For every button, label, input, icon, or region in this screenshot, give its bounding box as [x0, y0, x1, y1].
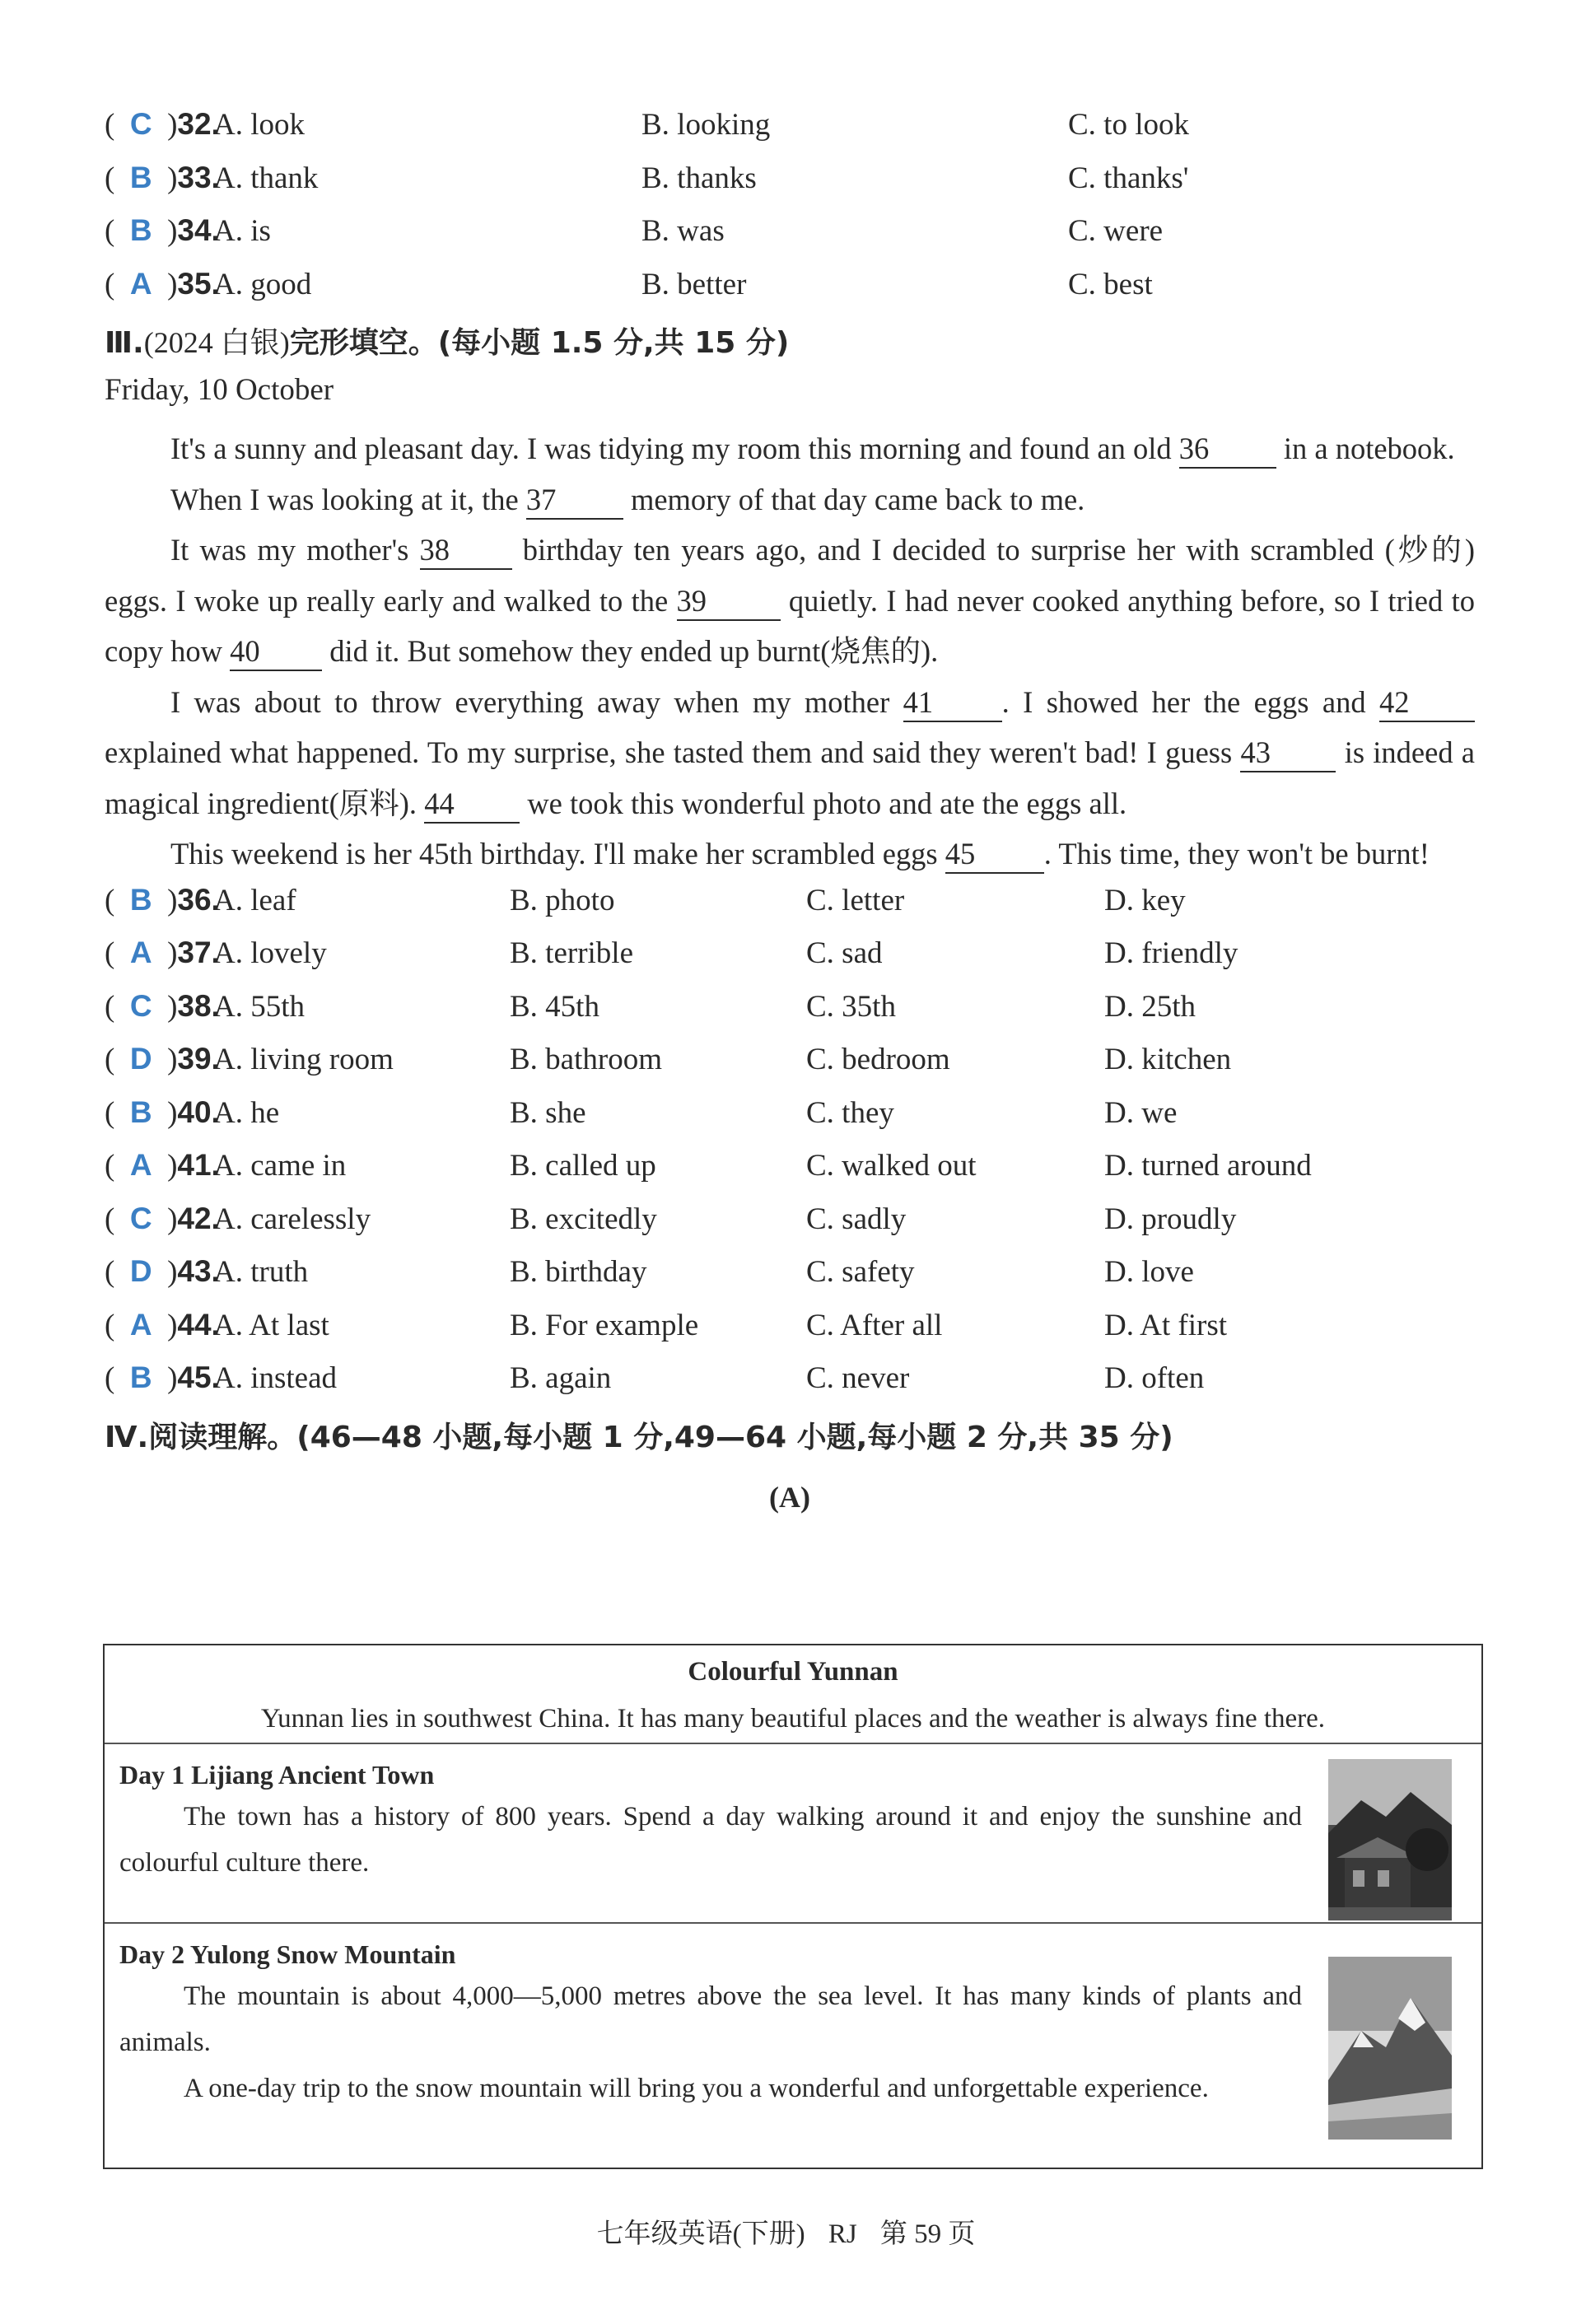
question-row: ( B )33. A. thank B. thanks C. thanks'	[105, 160, 1189, 195]
mountain-photo	[1328, 1957, 1452, 2140]
option-b: B. birthday	[510, 1255, 647, 1289]
page-content	[105, 107, 1475, 1528]
paragraph-3: It was my mother's 38 birthday ten years ago, and I decided to surprise her with scrambled (炒的) eggs. I woke up really early and walked to the 39 quietly. I had never cooked anything before, so I tried to copy how 40 did it. But somehow they ended up burnt(烧焦的).	[105, 525, 1475, 677]
question-number: 37.	[177, 936, 220, 969]
option-b: B. terrible	[510, 936, 634, 970]
option-a: A. At last	[213, 1308, 329, 1342]
question-number: 42.	[177, 1201, 220, 1235]
question-row: ( A )44. A. At last B. For example C. After all D. At first	[105, 1307, 1228, 1342]
question-number: 43.	[177, 1254, 220, 1288]
option-d: D. key	[1104, 883, 1186, 917]
footer-page-number: 第 59 页	[879, 2219, 976, 2249]
option-d: D. 25th	[1104, 989, 1196, 1024]
paragraph-1: It's a sunny and pleasant day. I was tidying my room this morning and found an old 36 in a notebook.	[105, 423, 1475, 474]
option-b: B. For example	[510, 1308, 699, 1342]
blank-45: 45	[945, 836, 1044, 874]
option-c: C. letter	[806, 883, 905, 917]
question-row: ( B )45. A. instead B. again C. never D. often	[105, 1360, 1205, 1395]
answer-letter: B	[129, 882, 152, 917]
option-a: A. instead	[213, 1361, 338, 1395]
option-a: A. 55th	[213, 989, 305, 1024]
option-a: A. good	[213, 267, 312, 301]
reading-text-box	[103, 1644, 1483, 2169]
option-b: B. better	[641, 267, 747, 301]
blank-41: 41	[903, 684, 1002, 722]
option-c: C. safety	[806, 1255, 915, 1289]
option-c: C. sad	[806, 936, 883, 970]
option-d: D. friendly	[1104, 936, 1238, 970]
option-c: C. to look	[1068, 108, 1189, 142]
day-2-title: Day 2 Yulong Snow Mountain	[119, 1939, 456, 1969]
option-b: B. was	[641, 214, 725, 248]
blank-43: 43	[1240, 735, 1336, 772]
blank-44: 44	[424, 786, 520, 824]
question-row: ( A )35. A. good B. better C. best	[105, 266, 1153, 301]
option-b: B. again	[510, 1361, 612, 1395]
option-a: A. he	[213, 1095, 280, 1130]
option-a: A. truth	[213, 1255, 309, 1289]
section-title: 阅读理解。(46—48 小题,每小题 1 分,49—64 小题,每小题 2 分,共 35 分)	[148, 1420, 1173, 1454]
answer-letter: D	[129, 1042, 152, 1076]
option-a: A. carelessly	[213, 1202, 371, 1236]
option-b: B. called up	[510, 1149, 656, 1183]
option-c: C. walked out	[806, 1149, 977, 1183]
blank-39: 39	[677, 583, 781, 621]
question-number: 39.	[177, 1042, 220, 1076]
ad-day-2	[105, 1924, 1481, 2168]
option-c: C. best	[1068, 267, 1153, 301]
option-d: D. often	[1104, 1361, 1205, 1395]
option-b: B. photo	[510, 883, 615, 917]
paragraph-5: This weekend is her 45th birthday. I'll make her scrambled eggs 45 . This time, they won't be burnt!	[105, 828, 1475, 880]
question-row: ( B )40. A. he B. she C. they D. we	[105, 1094, 1178, 1130]
option-c: C. thanks'	[1068, 161, 1189, 195]
option-d: D. kitchen	[1104, 1043, 1232, 1076]
blank-40: 40	[230, 633, 322, 671]
ad-header	[105, 1645, 1481, 1744]
question-number: 40.	[177, 1094, 220, 1129]
question-row: ( B )36. A. leaf B. photo C. letter D. key	[105, 882, 1186, 917]
ad-intro: Yunnan lies in southwest China. It has many beautiful places and the weather is always fine there.	[260, 1704, 1326, 1734]
ad-title: Colourful Yunnan	[688, 1657, 898, 1687]
option-d: D. love	[1104, 1255, 1194, 1289]
option-c: C. 35th	[806, 989, 896, 1024]
town-photo	[1328, 1759, 1452, 1920]
question-number: 35.	[177, 266, 220, 301]
footer-book: 七年级英语(下册)	[596, 2219, 805, 2249]
answer-letter: B	[129, 160, 152, 194]
day-1-title: Day 1 Lijiang Ancient Town	[119, 1760, 435, 1790]
answer-letter: B	[129, 1094, 152, 1129]
question-number: 44.	[177, 1307, 220, 1342]
answer-letter: A	[129, 1307, 152, 1342]
option-c: C. they	[806, 1095, 894, 1130]
ad-day-1	[105, 1744, 1481, 1924]
option-c: C. were	[1068, 214, 1164, 248]
question-number: 34.	[177, 213, 220, 247]
option-d: D. proudly	[1104, 1202, 1237, 1236]
option-a: A. living room	[213, 1043, 394, 1076]
reading-part-label: (A)	[769, 1480, 810, 1514]
answer-letter: B	[129, 213, 152, 247]
option-a: A. leaf	[213, 883, 296, 917]
paragraph-4: I was about to throw everything away when my mother 41 . I showed her the eggs and 42 explained what happened. To my surprise, she tasted them and said they weren't bad! I guess 43 is indeed a magical ingredient(原料). 44 we took this wonderful photo and ate the eggs all.	[105, 677, 1475, 829]
answer-letter: A	[129, 1148, 152, 1182]
blank-38: 38	[420, 532, 512, 570]
section-source: (2024 白银)	[143, 326, 290, 359]
answer-letter: C	[129, 988, 152, 1023]
option-a: A. is	[213, 214, 271, 248]
option-a: A. thank	[213, 161, 319, 195]
option-c: C. bedroom	[806, 1043, 950, 1076]
question-group-36-45	[105, 883, 1475, 1414]
question-number: 36.	[177, 882, 220, 917]
question-row: ( B )34. A. is B. was C. were	[105, 213, 1164, 248]
option-b: B. 45th	[510, 989, 599, 1024]
section-4-heading	[105, 1414, 1475, 1467]
option-c: C. never	[806, 1361, 910, 1395]
question-row: ( D )39. A. living room B. bathroom C. bedroom D. kitchen	[105, 1042, 1232, 1076]
section-numeral: Ⅳ.	[105, 1420, 149, 1454]
section-3-heading	[105, 320, 1475, 372]
answer-letter: D	[129, 1254, 152, 1288]
question-number: 45.	[177, 1360, 220, 1394]
section-numeral: Ⅲ.	[105, 326, 144, 360]
question-row: ( C )38. A. 55th B. 45th C. 35th D. 25th	[105, 988, 1196, 1024]
question-row: ( A )41. A. came in B. called up C. walked out D. turned around	[105, 1148, 1312, 1183]
blank-42: 42	[1379, 684, 1475, 722]
option-c: C. After all	[806, 1308, 943, 1342]
option-b: B. she	[510, 1095, 586, 1130]
day-1-text: The town has a history of 800 years. Spend a day walking around it and enjoy the sunshine and colourful culture there.	[119, 1802, 1302, 1878]
option-c: C. sadly	[806, 1202, 907, 1236]
option-a: A. came in	[213, 1149, 347, 1183]
blank-36: 36	[1179, 431, 1276, 469]
question-row: ( A )37. A. lovely B. terrible C. sad D. friendly	[105, 936, 1238, 970]
option-a: A. look	[213, 108, 305, 142]
answer-letter: A	[129, 936, 152, 969]
question-number: 38.	[177, 988, 220, 1023]
option-b: B. bathroom	[510, 1043, 662, 1076]
passage-date: Friday, 10 October	[105, 373, 334, 407]
answer-letter: B	[129, 1360, 152, 1394]
question-row: ( C )42. A. carelessly B. excitedly C. sadly D. proudly	[105, 1201, 1237, 1236]
answer-letter: C	[129, 1201, 152, 1235]
paragraph-2: When I was looking at it, the 37 memory of that day came back to me.	[105, 474, 1475, 525]
option-b: B. thanks	[641, 161, 757, 195]
blank-37: 37	[526, 482, 623, 520]
footer-edition: RJ	[828, 2219, 857, 2249]
day-2-text-1: The mountain is about 4,000—5,000 metres above the sea level. It has many kinds of plants and animals.	[119, 1981, 1302, 2057]
question-row: ( C )32. A. look B. looking C. to look	[105, 107, 1189, 142]
question-number: 41.	[177, 1148, 220, 1182]
option-d: D. At first	[1104, 1308, 1228, 1342]
option-b: B. looking	[641, 108, 771, 142]
option-a: A. lovely	[213, 936, 327, 970]
question-row: ( D )43. A. truth B. birthday C. safety D. love	[105, 1254, 1194, 1289]
page-footer	[0, 2212, 1572, 2251]
day-2-text-2: A one-day trip to the snow mountain will bring you a wonderful and unforgettable experience.	[184, 2074, 1209, 2103]
option-d: D. turned around	[1104, 1149, 1312, 1183]
section-title: 完形填空。(每小题 1.5 分,共 15 分)	[289, 326, 790, 360]
question-group-32-35	[105, 107, 1475, 320]
option-b: B. excitedly	[510, 1202, 657, 1236]
answer-letter: A	[129, 266, 152, 301]
question-number: 33.	[177, 160, 220, 194]
answer-letter: C	[129, 107, 152, 141]
option-d: D. we	[1104, 1095, 1178, 1130]
question-number: 32.	[177, 107, 220, 141]
cloze-passage	[105, 423, 1475, 880]
